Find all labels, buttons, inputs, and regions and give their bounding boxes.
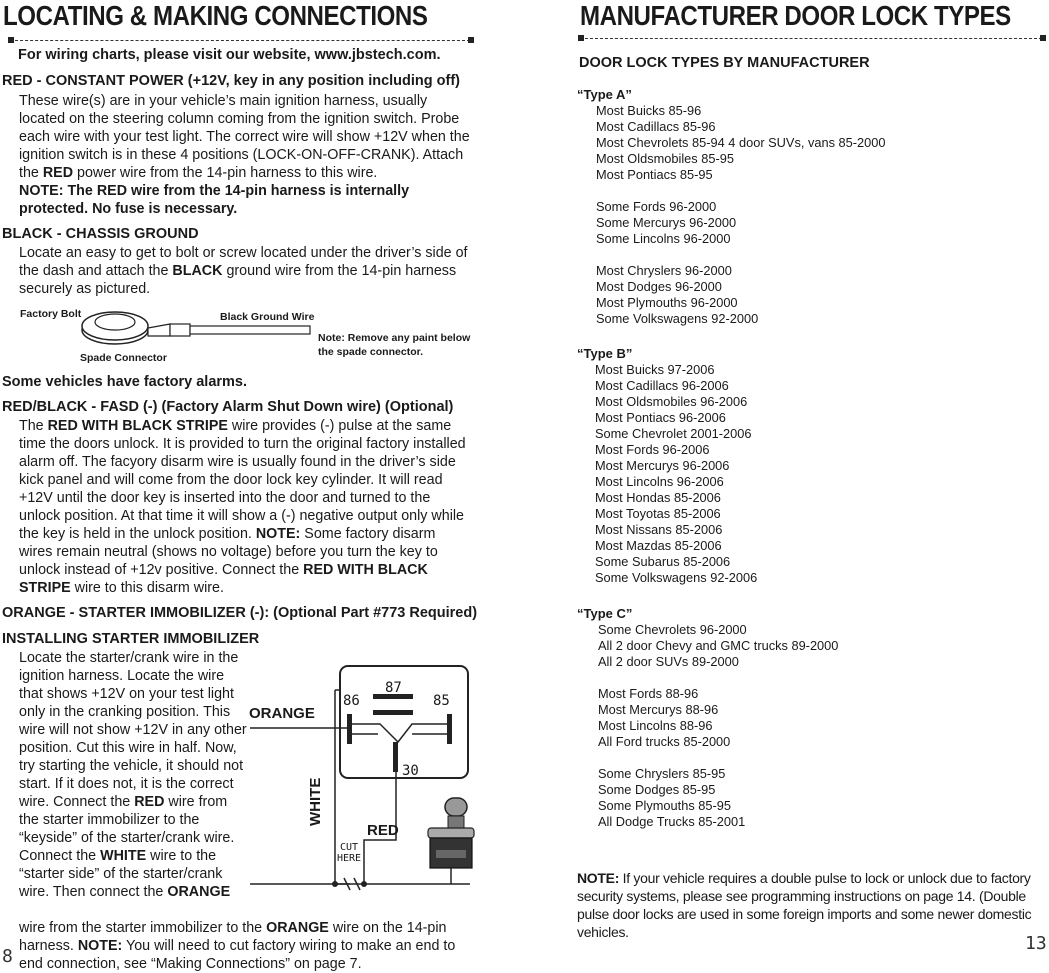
manufacturer-list-item: Some Mercurys 96-2000 — [596, 215, 737, 230]
relay-pin-86 — [347, 714, 352, 744]
fasd-text-part: wire provides (-) pulse at the same time the doors unlock. It is provided to turn the original factory installed alarm off. The facyory disarm wire is usually found in the driver’s side kick panel and will come from the door lock key cylinder. It will read +12V until the door key is inserted into the door and turned to the unlock position. At that time it will show a (-) negative output only while the key is held in the unlock position. — [19, 418, 466, 542]
orange-wire-diagram-label: ORANGE — [249, 705, 315, 722]
cut-here-label: CUT HERE — [336, 842, 362, 864]
rule-end-mark — [578, 35, 584, 41]
black-wire-label: BLACK — [172, 263, 223, 279]
manufacturer-group — [596, 263, 886, 327]
manufacturer-list-item: Most Hondas 85-2006 — [595, 490, 721, 505]
splice-dot — [332, 881, 338, 887]
install-red-label: RED — [134, 794, 165, 810]
manufacturer-group — [595, 362, 757, 586]
manufacturer-list-item: All 2 door SUVs 89-2000 — [598, 654, 739, 669]
manufacturer-list-item: Most Toyotas 85-2006 — [595, 506, 721, 521]
red-wire-text-part: power wire from the 14-pin harness to this wire. — [73, 165, 378, 181]
factory-alarms-heading: Some vehicles have factory alarms. — [2, 374, 248, 390]
manufacturer-list-item: Most Fords 88-96 — [598, 686, 699, 701]
white-wire-diagram-label: WHITE — [307, 777, 324, 826]
manufacturer-list-item: Most Dodges 96-2000 — [596, 279, 722, 294]
manufacturer-list-item: Most Chryslers 96-2000 — [596, 263, 732, 278]
right-title-rule — [580, 38, 1042, 42]
factory-bolt-label: Factory Bolt — [20, 308, 82, 320]
red-wire-heading: RED - CONSTANT POWER (+12V, key in any position including off) — [2, 73, 460, 89]
pin-87-label: 87 — [385, 680, 402, 696]
rule-end-mark — [468, 37, 474, 43]
manufacturer-list-item: Some Volkswagens 92-2006 — [595, 570, 758, 585]
manufacturer-list-item: Some Plymouths 85-95 — [598, 798, 732, 813]
manufacturer-group — [598, 766, 838, 830]
red-wire-label: RED — [42, 165, 74, 181]
manufacturer-group — [596, 199, 886, 247]
manufacturer-list-item: Most Oldsmobiles 96-2006 — [595, 394, 748, 409]
left-page-number: 8 — [2, 946, 13, 967]
fasd-text — [19, 417, 471, 597]
manufacturer-list-item: Some Chevrolets 96-2000 — [598, 622, 747, 637]
fasd-text-part: Some factory disarm wires remain neutral (shows no voltage) before you turn the key to unlock instead of +12v positive. Connect the — [19, 526, 438, 578]
manufacturer-group — [596, 103, 886, 183]
manufacturer-list-item: Most Mercurys 88-96 — [598, 702, 719, 717]
left-page-title: LOCATING & MAKING CONNECTIONS — [3, 0, 428, 31]
relay-pin-85 — [447, 714, 452, 744]
manufacturer-list-item: Most Mercurys 96-2006 — [595, 458, 730, 473]
type-b-list — [595, 362, 757, 602]
manufacturer-list-item: Most Chevrolets 85-94 4 door SUVs, vans 85-2000 — [596, 135, 886, 150]
double-pulse-note — [577, 869, 1049, 941]
factory-bolt-drawing — [82, 312, 170, 344]
note-text: If your vehicle requires a double pulse to lock or unlock due to factory security systems, please see programming instructions on page 14. (Double pulse door locks are used in some foreign imports and some newer domestic vehicles. — [577, 870, 1032, 940]
red-wire-text — [19, 92, 471, 218]
install-immobilizer-text-full — [19, 919, 474, 973]
pin-85-label: 85 — [433, 693, 450, 709]
black-wire-text-part: Locate an easy to get to bolt or screw located under the driver’s side of the dash and attach the — [19, 245, 468, 279]
install-white-label: WHITE — [100, 848, 147, 864]
black-ground-wire-label: Black Ground Wire — [220, 311, 315, 323]
install-text-part: wire on the 14-pin harness. — [19, 920, 447, 954]
install-text-part: wire to the “starter side” of the starter/crank wire. Then connect the — [19, 848, 223, 900]
manufacturer-list-item: Most Nissans 85-2006 — [595, 522, 723, 537]
manufacturer-list-item: Some Chevrolet 2001-2006 — [595, 426, 752, 441]
relay-pin-30 — [393, 742, 398, 772]
install-orange-label: ORANGE — [167, 884, 231, 900]
right-page-title: MANUFACTURER DOOR LOCK TYPES — [580, 0, 1011, 31]
manufacturer-list-item: Most Plymouths 96-2000 — [596, 295, 738, 310]
black-wire-text-part: ground wire from the 14-pin harness securely as pictured. — [19, 263, 457, 297]
install-immobilizer-text-column — [19, 649, 251, 901]
type-a-heading: “Type A” — [577, 87, 632, 102]
manufacturer-list-item: All Dodge Trucks 85-2001 — [598, 814, 746, 829]
black-wire-heading: BLACK - CHASSIS GROUND — [2, 226, 199, 242]
manufacturer-list-item: All 2 door Chevy and GMC trucks 89-2000 — [598, 638, 839, 653]
pin-86-label: 86 — [343, 693, 360, 709]
rule-end-mark — [8, 37, 14, 43]
install-text-part: Locate the starter/crank wire in the ignition harness. Locate the wire that shows +12V on your test light only in the cranking position. This wire will not show +12V in any other position. Cut this wire in half. Now, try starting the vehicle, it should not start. If it does not, it is the correct wire. Connect the — [19, 650, 247, 810]
red-wire-note: NOTE: The RED wire from the 14-pin harness is internally protected. No fuse is necessary. — [19, 183, 410, 217]
manufacturer-list-item: Most Pontiacs 85-95 — [596, 167, 713, 182]
fasd-text-part: The — [19, 418, 48, 434]
manufacturer-list-item: Some Dodges 85-95 — [598, 782, 716, 797]
manufacturer-list-item: Some Chryslers 85-95 — [598, 766, 726, 781]
install-text-part: wire from the starter immobilizer to the — [19, 920, 267, 936]
right-page-number: 13 — [1025, 933, 1047, 954]
install-text-part: wire from the starter immobilizer to the “keyside” of the starter/crank wire. Connect the — [19, 794, 235, 864]
orange-wire-heading: ORANGE - STARTER IMMOBILIZER (-): (Optional Part #773 Required) — [2, 605, 478, 621]
type-c-heading: “Type C” — [577, 606, 633, 621]
spade-connector-label: Spade Connector — [80, 352, 167, 364]
manufacturer-group — [598, 686, 838, 750]
ignition-key-drawing — [428, 798, 474, 884]
install-text-part: You will need to cut factory wiring to make an end to end connection, see “Making Connections” on page 7. — [19, 938, 456, 972]
manufacturer-list-item: Most Buicks 85-96 — [596, 103, 702, 118]
paint-note: Note: Remove any paint below the spade connector. — [318, 332, 471, 358]
relay-pin-87a — [373, 710, 413, 715]
manufacturer-list-item: Most Cadillacs 85-96 — [596, 119, 716, 134]
manufacturer-list-item: Some Volkswagens 92-2000 — [596, 311, 759, 326]
install-note-label: NOTE: — [77, 938, 123, 954]
fasd-note-label: NOTE: — [255, 526, 301, 542]
fasd-text-part: wire to this disarm wire. — [70, 580, 224, 596]
ground-wire-drawing — [170, 324, 310, 336]
fasd-wire-label: RED WITH BLACK STRIPE — [19, 562, 428, 596]
red-wire-text-part: These wire(s) are in your vehicle’s main ignition harness, usually located on the steering column coming from the ignition switch. Probe each wire with your test light. The correct wire will show +12V when the ignition switch is in these 4 positions (LOCK-ON-OFF-CRANK). Attach the — [19, 93, 470, 181]
pin-30-label: 30 — [402, 763, 419, 779]
splice-dot — [361, 881, 367, 887]
manufacturer-list-item: Most Cadillacs 96-2006 — [595, 378, 729, 393]
manufacturer-list-item: Most Fords 96-2006 — [595, 442, 710, 457]
website-note: For wiring charts, please visit our website, www.jbstech.com. — [18, 47, 441, 63]
black-wire-text — [19, 244, 471, 298]
manufacturer-group — [598, 622, 838, 670]
fasd-wire-label: RED WITH BLACK STRIPE — [47, 418, 228, 434]
manufacturer-list-item: Most Buicks 97-2006 — [595, 362, 715, 377]
type-c-list — [598, 622, 838, 846]
type-b-heading: “Type B” — [577, 346, 633, 361]
door-lock-subtitle: DOOR LOCK TYPES BY MANUFACTURER — [579, 55, 870, 71]
manufacturer-list-item: Most Oldsmobiles 85-95 — [596, 151, 734, 166]
rule-end-mark — [1040, 35, 1046, 41]
fasd-heading: RED/BLACK - FASD (-) (Factory Alarm Shut Down wire) (Optional) — [2, 399, 454, 415]
manufacturer-list-item: All Ford trucks 85-2000 — [598, 734, 731, 749]
manufacturer-list-item: Most Mazdas 85-2006 — [595, 538, 722, 553]
manufacturer-list-item: Some Lincolns 96-2000 — [596, 231, 731, 246]
manufacturer-list-item: Most Lincolns 96-2006 — [595, 474, 724, 489]
install-immobilizer-heading: INSTALLING STARTER IMMOBILIZER — [2, 631, 260, 647]
manufacturer-list-item: Some Subarus 85-2006 — [595, 554, 731, 569]
install-orange-label: ORANGE — [266, 920, 329, 936]
note-label: NOTE: — [577, 870, 620, 886]
manufacturer-list-item: Some Fords 96-2000 — [596, 199, 717, 214]
manufacturer-list-item: Most Lincolns 88-96 — [598, 718, 713, 733]
red-wire-diagram-label: RED — [367, 822, 399, 839]
manufacturer-list-item: Most Pontiacs 96-2006 — [595, 410, 726, 425]
left-title-rule — [10, 40, 470, 44]
type-a-list — [596, 103, 886, 343]
